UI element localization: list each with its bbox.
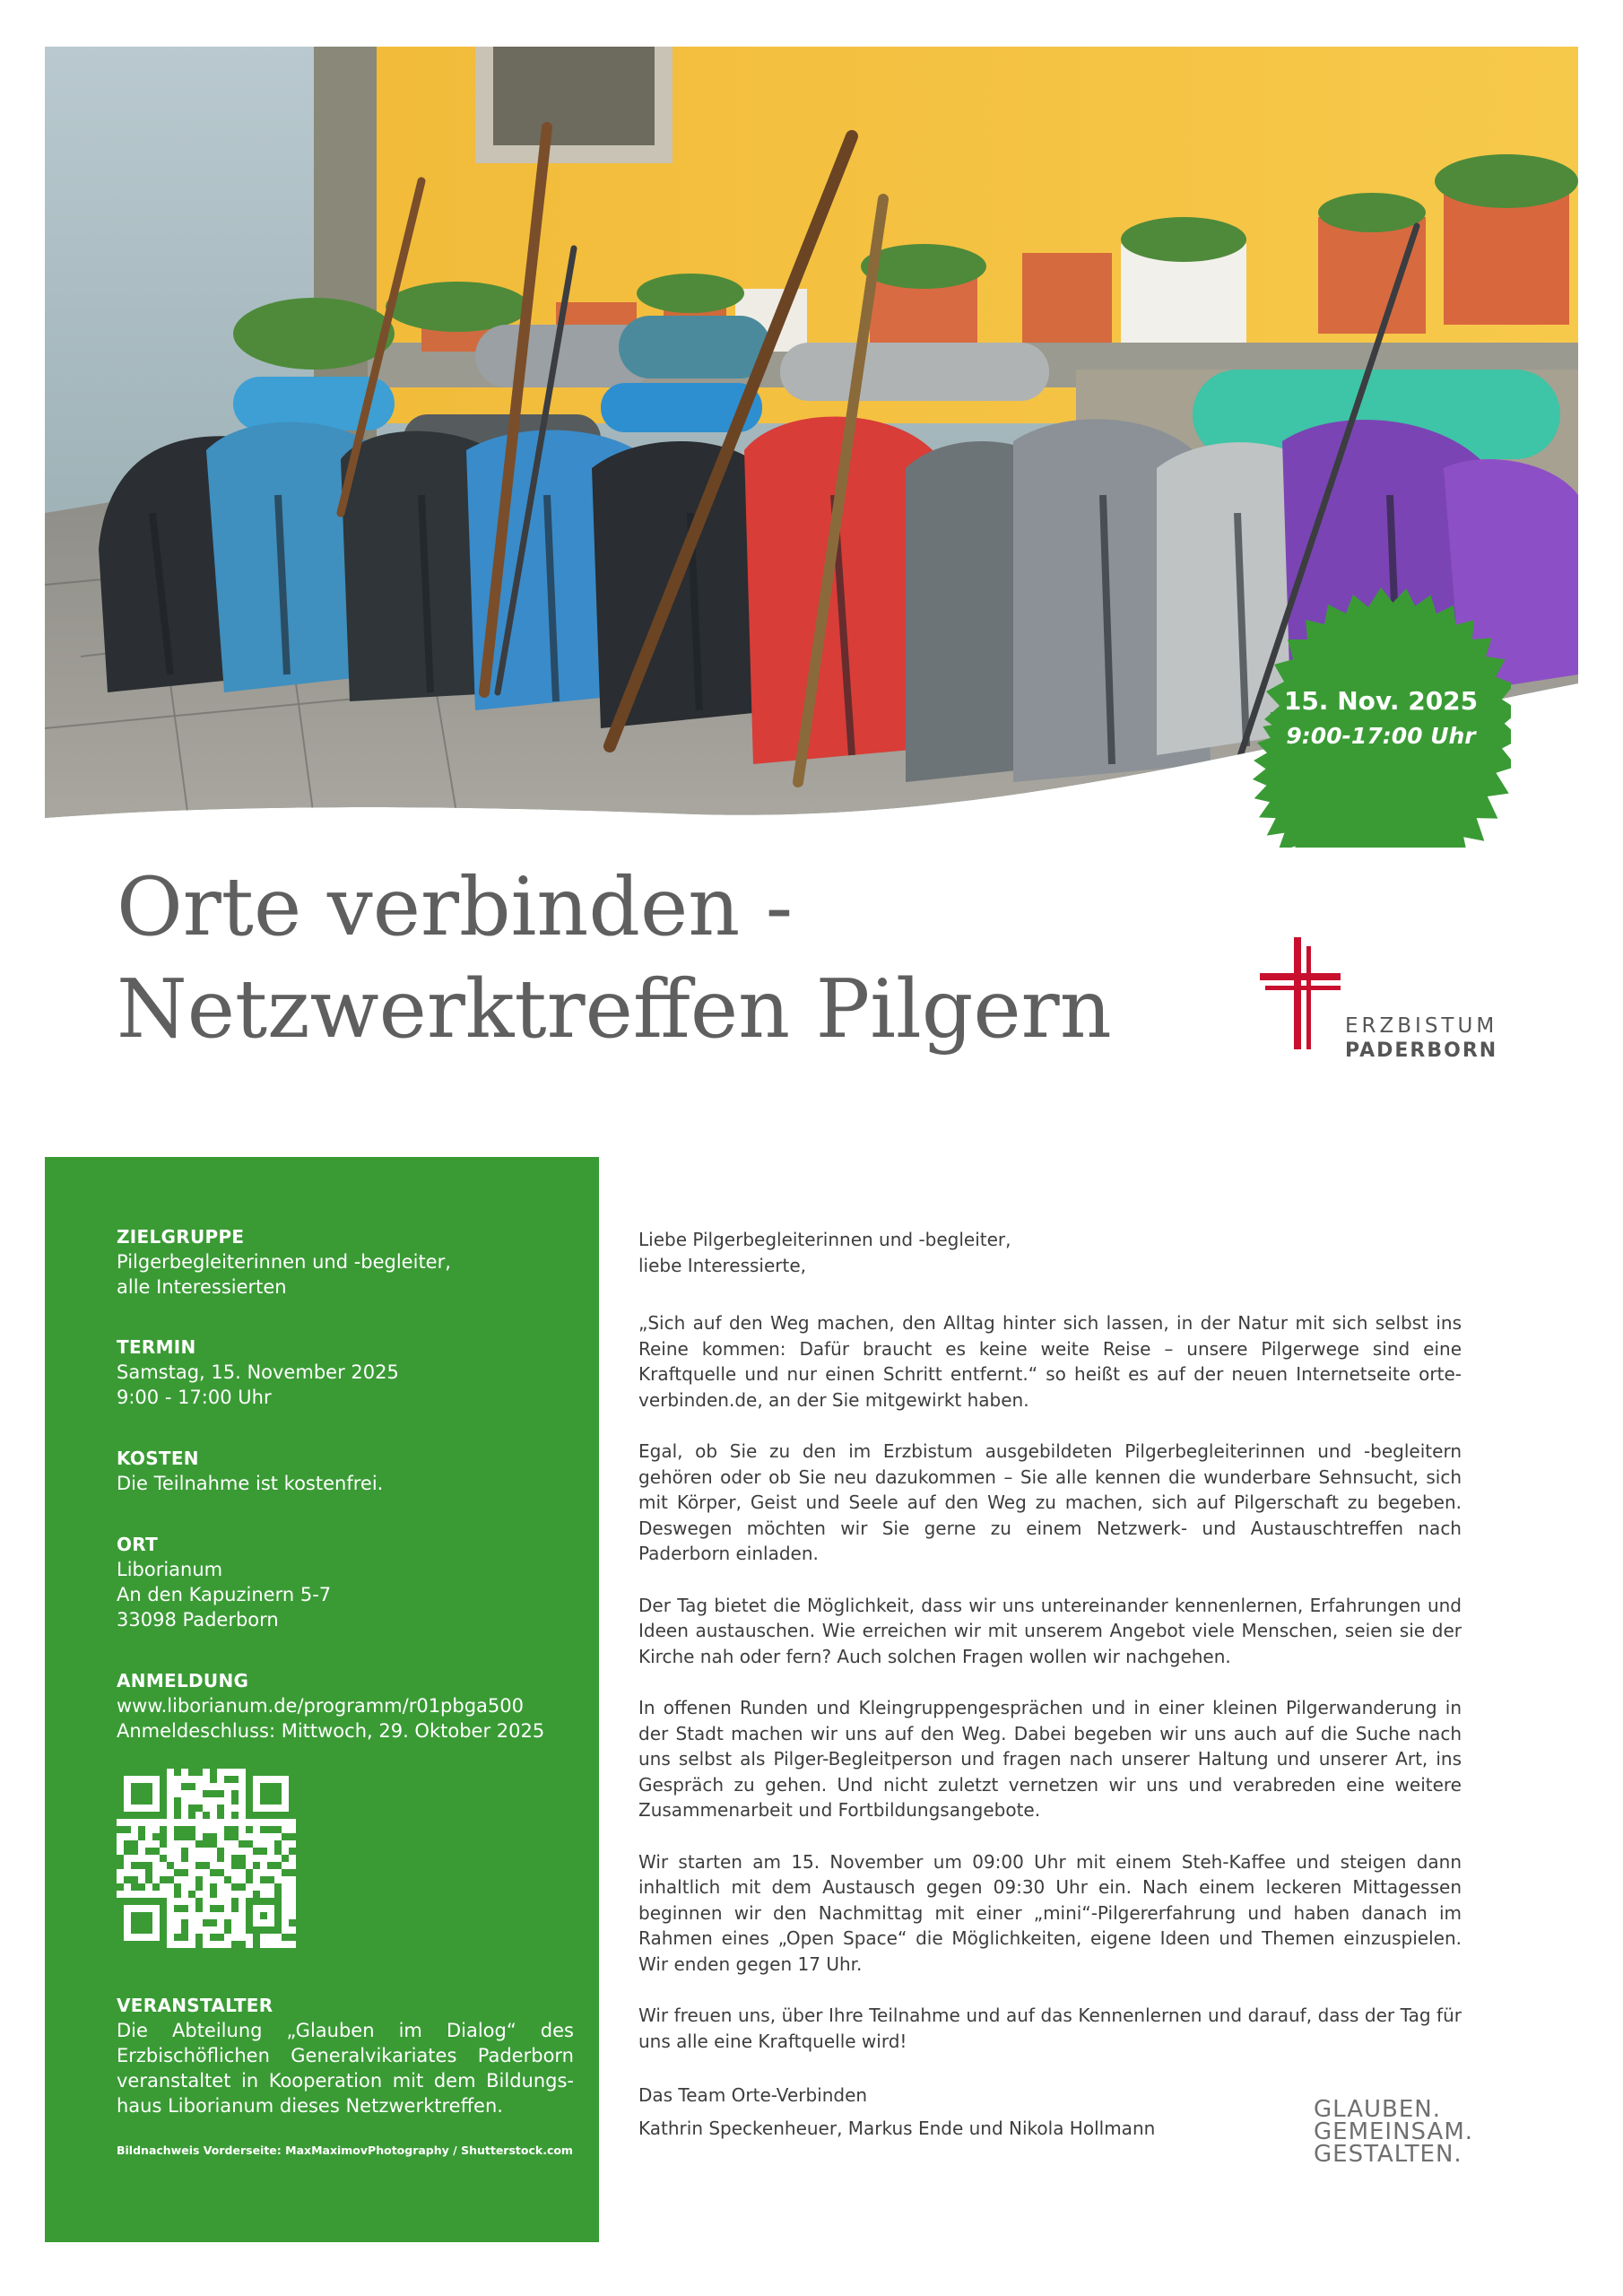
section-kosten: [117, 1446, 565, 1496]
letter-paragraph: Egal, ob Sie zu den im Erzbistum ausgebildeten Pilgerbegleiterinnen und -begleitern gehören oder ob Sie neu dazukommen – Sie alle kennen die wunderbare Sehnsucht, sich mit Körper, Geist und Seele auf den Weg zu machen, sich auf Pilgerschaft zu begeben. Deswegen möchten wir Sie gerne zu einem Netzwerk- und Austauschtreffen nach Paderborn einladen.: [638, 1440, 1462, 1564]
section-anmeldung: [117, 1668, 565, 1744]
logo-text-paderborn: PADERBORN: [1345, 1039, 1498, 1062]
section-termin: [117, 1335, 565, 1410]
letter-paragraph: Wir freuen uns, über Ihre Teilnahme und auf das Kennenlernen und darauf, dass der Tag für uns alle eine Kraftquelle wird!: [638, 2005, 1462, 2052]
ort-line: An den Kapuzinern 5-7: [117, 1584, 332, 1605]
greeting-line: Liebe Pilgerbegleiterinnen und -begleiter,: [638, 1229, 1011, 1250]
page-title: [117, 857, 1237, 1061]
letter-paragraph: Der Tag bietet die Möglichkeit, dass wir uns untereinander kennenlernen, Erfahrungen und Ideen austauschen. Wie erreichen wir mit unserem Angebot viele Menschen, seien sie der Kirche nah oder fern? Auch solchen Fragen wollen wir nachgehen.: [638, 1594, 1462, 1667]
kosten-line: Die Teilnahme ist kostenfrei.: [117, 1473, 384, 1494]
anmeldung-heading: ANMELDUNG: [117, 1670, 249, 1692]
signature-names: Kathrin Speckenheuer, Markus Ende und Nikola Hollmann: [638, 2117, 1156, 2139]
termin-line: 9:00 - 17:00 Uhr: [117, 1387, 272, 1408]
section-veranstalter: [117, 1993, 574, 2118]
termin-heading: TERMIN: [117, 1336, 196, 1358]
ort-heading: ORT: [117, 1534, 159, 1555]
kosten-heading: KOSTEN: [117, 1448, 199, 1469]
zielgruppe-line: Pilgerbegleiterinnen und -begleiter,: [117, 1251, 451, 1273]
page-title-line2: Netzwerktreffen Pilgern: [117, 962, 1112, 1057]
glauben-gemeinsam-gestalten-logo: [1314, 2096, 1511, 2168]
section-ort: [117, 1532, 565, 1632]
cross-icon: [1260, 937, 1341, 1063]
page-title-line1: Orte verbinden -: [117, 860, 794, 954]
letter-paragraph: Wir starten am 15. November um 09:00 Uhr mit einem Steh-Kaffee und steigen dann inhaltlich mit dem Austausch gegen 09:30 Uhr ein. Nach einem leckeren Mittagessen beginnen wir den Nachmittag mit einer „mini“-Pilgererfahrung und haben danach im Rahmen eines „Open Space“ die Möglichkeiten, eigene Ideen und Themen einzuspielen. Wir enden gegen 17 Uhr.: [638, 1850, 1462, 1975]
registration-deadline: Anmeldeschluss: Mittwoch, 29. Oktober 2025: [117, 1720, 545, 1742]
info-sidebar: [45, 1157, 599, 2242]
veranstalter-heading: VERANSTALTER: [117, 1995, 273, 2016]
zielgruppe-line: alle Interessierten: [117, 1276, 287, 1298]
closing-logo-line: GESTALTEN.: [1314, 2141, 1462, 2168]
ort-line: Liborianum: [117, 1559, 223, 1580]
qr-code-icon[interactable]: [117, 1769, 296, 1948]
signature-team: Das Team Orte-Verbinden: [638, 2084, 868, 2106]
ort-line: 33098 Paderborn: [117, 1609, 279, 1631]
badge-time: 9:00-17:00 Uhr: [1286, 723, 1476, 749]
closing-logo-line: GEMEINSAM.: [1314, 2118, 1474, 2145]
closing-logo-line: GLAUBEN.: [1314, 2096, 1442, 2123]
logo-text-erzbistum: ERZBISTUM: [1345, 1014, 1498, 1038]
erzbistum-logo: [1260, 937, 1520, 1063]
registration-link[interactable]: www.liborianum.de/programm/r01pbga500: [117, 1695, 525, 1717]
date-badge: [1251, 587, 1511, 848]
letter-paragraph: „Sich auf den Weg machen, den Alltag hinter sich lassen, in der Natur mit sich selbst ins Reine kommen: Dafür braucht es keine weite Reise – unsere Pilgerwege sind eine Kraftquelle und nur einen Schritt entfernt.“ so heißt es auf der neuen Internetseite orte-verbinden.de, an der Sie mitgewirkt haben.: [638, 1312, 1462, 1411]
badge-date: 15. Nov. 2025: [1283, 686, 1479, 716]
letter-paragraph: In offenen Runden und Kleingruppengesprächen und in einer kleinen Pilgerwanderung in der Stadt machen wir uns auf den Weg. Dabei begeben wir uns auch auf die Suche nach uns selbst als Pilger-Begleitperson und fragen nach unserer Haltung und unserer Art, ins Gespräch zu gehen. Und nicht zuletzt vernetzen wir uns und verabreden eine weitere Zusammenarbeit und Fortbildungsangebote.: [638, 1697, 1462, 1821]
greeting-line: liebe Interessierte,: [638, 1254, 807, 1276]
photo-credit: Bildnachweis Vorderseite: MaxMaximovPhotography / Shutterstock.com: [117, 2144, 573, 2157]
veranstalter-text: Die Abteilung „Glauben im Dialog“ des Erzbischöflichen Generalvikariates Paderborn veranstaltet in Kooperation mit dem Bildungs-haus Liborianum dieses Netzwerktreffen.: [117, 2020, 574, 2117]
termin-line: Samstag, 15. November 2025: [117, 1361, 399, 1383]
letter-body: [638, 1227, 1462, 2141]
zielgruppe-heading: ZIELGRUPPE: [117, 1226, 245, 1248]
section-zielgruppe: [117, 1224, 565, 1300]
